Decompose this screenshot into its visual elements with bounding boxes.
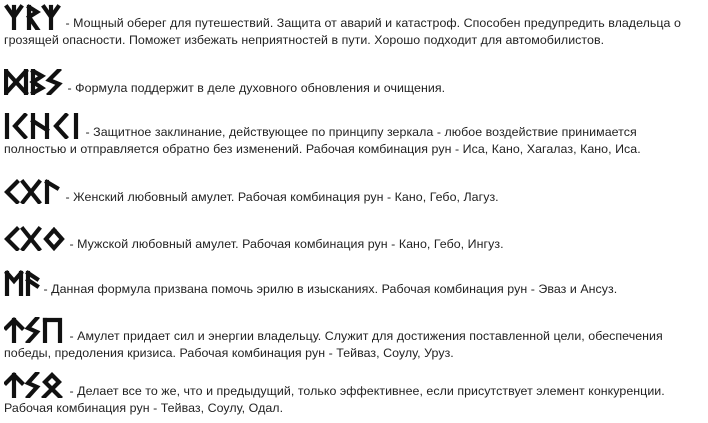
entry-description: - Защитное заклинание, действующее по принципу зеркала - любое воздействие принимается полностью и отправляется обратно без изменений. Рабочая комбинация рун - Иса, Кано, Хагалаз, Кано, Иса.	[4, 125, 641, 156]
runes-teiwaz-sowilo-othala-icon	[4, 372, 66, 398]
rune-formula-entry	[4, 178, 702, 206]
entry-description: - Данная формула призвана помочь эрилю в изысканиях. Рабочая комбинация рун - Эваз и Ансуз.	[40, 282, 618, 296]
rune-formula-entry	[4, 372, 702, 417]
entry-description: - Делает все то же, что и предыдущий, только эффективнее, если присутствует элемент конкуренции. Рабочая комбинация рун - Тейваз, Соулу, Одал.	[4, 384, 665, 415]
entry-description: - Формула поддержит в деле духовного обновления и очищения.	[64, 81, 446, 95]
rune-formula-entry	[4, 4, 702, 49]
runes-dagaz-berkana-sowilo-icon	[4, 69, 64, 95]
rune-formula-entry	[4, 317, 702, 362]
runes-teiwaz-sowilo-uruz-icon	[4, 317, 66, 343]
runes-kano-gebo-inguz-icon	[4, 225, 66, 251]
rune-formula-entry	[4, 225, 702, 253]
rune-formula-entry	[4, 270, 702, 298]
entry-description: - Женский любовный амулет. Рабочая комбинация рун - Кано, Гебо, Лагуз.	[62, 190, 499, 204]
runes-ehwaz-ansuz-icon	[4, 270, 40, 296]
runes-isa-kano-hagalaz-kano-isa-icon	[4, 113, 82, 139]
rune-formula-entry	[4, 69, 702, 97]
rune-formula-entry	[4, 113, 702, 158]
entry-description: - Мужской любовный амулет. Рабочая комбинация рун - Кано, Гебо, Ингуз.	[66, 237, 504, 251]
entry-description: - Мощный оберег для путешествий. Защита от аварий и катастроф. Способен предупредить владельца о грозящей опасности. Поможет избежать неприятностей в пути. Хорошо подходит для автомобилистов.	[4, 16, 681, 47]
runes-algiz-raido-algiz-icon	[4, 4, 62, 30]
runes-kano-gebo-laguz-icon	[4, 178, 62, 204]
entry-description: - Амулет придает сил и энергии владельцу. Служит для достижения поставленной цели, обеспечения победы, предоления кризиса. Рабочая комбинация рун - Тейваз, Соулу, Уруз.	[4, 329, 663, 360]
